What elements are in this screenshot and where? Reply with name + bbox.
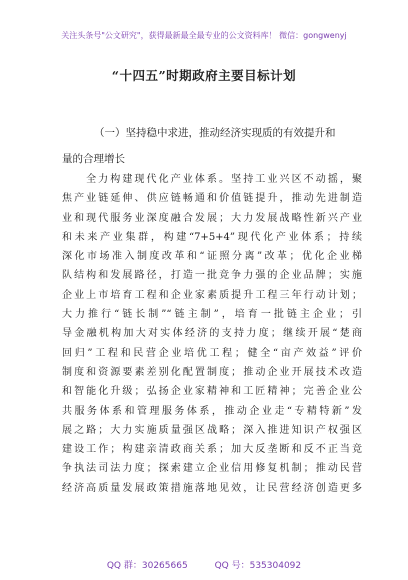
body-line: 争执法司法力度；探索建立企业信用修复机制；推动民营 (62, 463, 362, 475)
body-line: 深化市场准入制度改革和“证照分离”改革；优化企业梯 (62, 251, 362, 263)
body-line: 队结构和发展路径，打造一批竞争力强的企业品牌；实施 (62, 270, 362, 282)
body-line: 展之路；大力实施质量强区战略；深入推进知识产权强区 (62, 424, 362, 436)
section-heading-line-1 (62, 120, 362, 146)
body-line: 业和现代服务业深度融合发展；大力发展战略性新兴产业 (62, 212, 362, 224)
section-heading (62, 120, 362, 172)
footer-qq-group: QQ 群：30265665 (106, 561, 188, 571)
body-line: 经济高质量发展政策措施落地见效，让民营经济创造更多 (62, 482, 362, 494)
body-line: 建设工作；构建亲清政商关系；加大反垄断和反不正当竞 (62, 444, 362, 456)
body-line: 企业上市培育工程和企业家素质提升工程三年行动计划； (62, 289, 362, 301)
body-line: 共服务体系和管理服务体系，推动企业走“专精特新”发 (62, 405, 362, 417)
body-line: 焦产业链延伸、供应链畅通和价值链提升，推动先进制造 (62, 193, 362, 205)
footer-qq-number: QQ 号：535304092 (214, 561, 302, 571)
body-line: 导金融机构加大对实体经济的支持力度；继续开展“楚商 (62, 328, 362, 340)
body-line: 回归”工程和民营企业培优工程；健全“亩产效益”评价 (62, 347, 362, 359)
body-line: 和未来产业集群，构建“7+5+4”现代化产业体系；持续 (62, 231, 362, 243)
body-line: 大力推行“链长制”“链主制”，培育一批链主企业；引 (62, 309, 362, 321)
body-line-text: 全力构建现代化产业体系。坚持工业兴区不动摇，聚 (84, 174, 362, 185)
document-title: “十四五”时期政府主要目标计划 (111, 68, 297, 83)
body-paragraph (62, 170, 362, 498)
section-heading-line-2: 量的合理增长 (62, 153, 125, 165)
section-heading-text-1: （一）坚持稳中求进，推动经济实现质的有效提升和 (94, 127, 336, 139)
footer-contact (0, 558, 408, 571)
header-banner: 关注头条号"公文研究"，获得最新最全最专业的公文资料库！ 微信：gongwenyj (61, 31, 347, 40)
body-line: 和智能化升级；弘扬企业家精神和工匠精神；完善企业公 (62, 386, 362, 398)
body-line (62, 170, 362, 189)
body-line: 制度和资源要素差别化配置制度；推动企业开展技术改造 (62, 366, 362, 378)
